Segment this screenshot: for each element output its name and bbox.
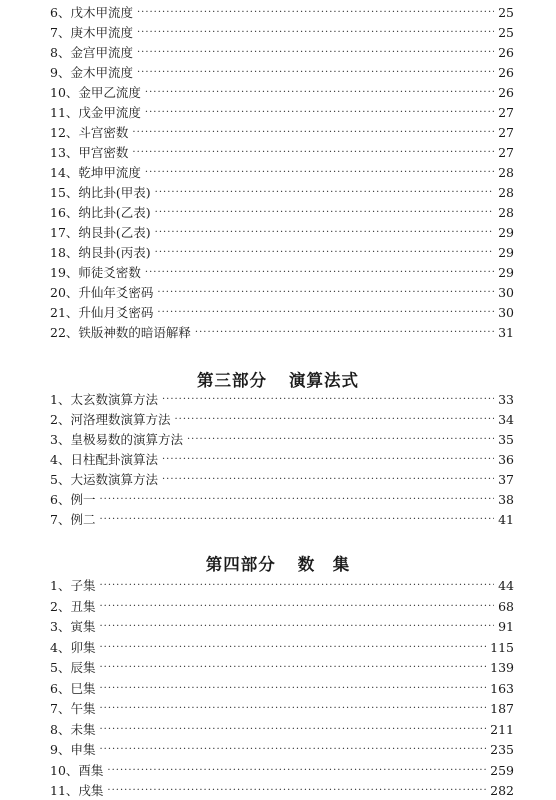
toc-entry[interactable] bbox=[50, 721, 514, 739]
toc-entry-number: 15 bbox=[50, 185, 66, 200]
toc-entry-title: 、酉集 bbox=[65, 762, 104, 778]
toc-entry-page: 29 bbox=[498, 245, 514, 260]
dot-leader bbox=[99, 700, 486, 718]
dot-leader bbox=[132, 124, 494, 142]
dot-leader bbox=[99, 577, 494, 595]
toc-entry-number: 10 bbox=[50, 762, 66, 778]
toc-entry-title: 、申集 bbox=[57, 742, 96, 757]
toc-entry-page: 26 bbox=[498, 45, 514, 60]
section-heading-label: 第四部分 bbox=[205, 555, 276, 574]
dot-leader bbox=[145, 264, 494, 282]
section-heading-title: 数 集 bbox=[297, 555, 351, 574]
toc-entry[interactable] bbox=[50, 64, 514, 82]
toc-entry-number: 4 bbox=[50, 639, 58, 655]
toc-entry-page: 28 bbox=[498, 185, 514, 200]
toc-entry-page: 28 bbox=[498, 205, 514, 220]
toc-entry[interactable] bbox=[50, 144, 514, 162]
toc-entry-number: 3 bbox=[50, 619, 58, 634]
section-heading-part4 bbox=[0, 551, 556, 575]
toc-entry-number: 16 bbox=[50, 205, 66, 220]
dot-leader bbox=[132, 144, 494, 162]
toc-entry-title: 、辰集 bbox=[57, 660, 96, 675]
toc-entry[interactable] bbox=[50, 511, 514, 529]
toc-entry[interactable] bbox=[50, 84, 514, 102]
toc-entry-title: 、铁版神数的暗语解释 bbox=[65, 325, 191, 340]
toc-entry[interactable] bbox=[50, 184, 514, 202]
toc-entry[interactable] bbox=[50, 471, 514, 489]
toc-entry-number: 20 bbox=[50, 285, 66, 300]
toc-entry[interactable] bbox=[50, 577, 514, 595]
toc-entry-page: 235 bbox=[490, 742, 514, 757]
toc-entry-title: 、升仙年爻密码 bbox=[65, 285, 154, 300]
toc-entry-title: 、戊木甲流度 bbox=[57, 5, 133, 20]
toc-entry-page: 37 bbox=[498, 472, 514, 487]
toc-entry-page: 27 bbox=[498, 105, 514, 120]
toc-entry-title: 、甲宫密数 bbox=[65, 145, 129, 160]
toc-entry-page: 68 bbox=[498, 598, 514, 614]
toc-entry[interactable] bbox=[50, 24, 514, 42]
dot-leader bbox=[99, 659, 486, 677]
toc-entry-title: 、大运数演算方法 bbox=[57, 472, 158, 487]
dot-leader bbox=[162, 471, 494, 489]
section-heading-part3 bbox=[0, 367, 556, 391]
dot-leader bbox=[99, 680, 486, 698]
toc-entry-number: 21 bbox=[50, 305, 66, 320]
dot-leader bbox=[155, 184, 494, 202]
toc-entry-page: 139 bbox=[490, 660, 514, 675]
toc-entry-number: 6 bbox=[50, 680, 58, 696]
toc-entry[interactable] bbox=[50, 411, 514, 429]
toc-entry-page: 30 bbox=[498, 285, 514, 300]
toc-entry-title: 、例二 bbox=[57, 512, 96, 527]
toc-entry-title: 、乾坤甲流度 bbox=[65, 165, 141, 180]
toc-entry-number: 7 bbox=[50, 701, 58, 716]
toc-entry-title: 、庚木甲流度 bbox=[57, 25, 133, 40]
toc-entry-title: 、金木甲流度 bbox=[57, 65, 133, 80]
toc-entry-title: 、未集 bbox=[57, 721, 96, 737]
section-heading-label: 第三部分 bbox=[197, 371, 267, 390]
toc-entry[interactable] bbox=[50, 659, 514, 677]
dot-leader bbox=[155, 224, 494, 242]
dot-leader bbox=[137, 24, 494, 42]
dot-leader bbox=[99, 491, 494, 509]
toc-entry-number: 7 bbox=[50, 512, 58, 527]
toc-entry-number: 11 bbox=[50, 783, 66, 798]
section-heading-title: 演算法式 bbox=[289, 371, 359, 390]
dot-leader bbox=[137, 44, 494, 62]
toc-entry-page: 44 bbox=[498, 578, 514, 593]
toc-entry-title: 、戊金甲流度 bbox=[65, 105, 141, 120]
toc-entry-page: 30 bbox=[498, 305, 514, 320]
toc-entry-number: 17 bbox=[50, 225, 66, 240]
toc-entry-page: 26 bbox=[498, 65, 514, 80]
toc-entry-page: 38 bbox=[498, 492, 514, 507]
toc-entry-page: 41 bbox=[498, 512, 514, 527]
toc-entry[interactable] bbox=[50, 304, 514, 322]
toc-entry-number: 10 bbox=[50, 85, 66, 100]
toc-entry-page: 91 bbox=[498, 619, 514, 634]
toc-entry-page: 115 bbox=[490, 639, 514, 655]
toc-entry[interactable] bbox=[50, 391, 514, 409]
toc-entry[interactable] bbox=[50, 244, 514, 262]
toc-entry-number: 6 bbox=[50, 5, 58, 20]
toc-entry-page: 36 bbox=[498, 452, 514, 467]
toc-entry-page: 211 bbox=[490, 721, 514, 737]
toc-entry-title: 、纳比卦(乙表) bbox=[65, 205, 151, 220]
dot-leader bbox=[174, 411, 494, 429]
dot-leader bbox=[187, 431, 494, 449]
toc-entry[interactable] bbox=[50, 741, 514, 759]
dot-leader bbox=[99, 511, 494, 529]
toc-entry-title: 、巳集 bbox=[57, 680, 96, 696]
toc-entry[interactable] bbox=[50, 44, 514, 62]
dot-leader bbox=[157, 284, 494, 302]
toc-entry-number: 2 bbox=[50, 412, 58, 427]
toc-entry-title: 、升仙月爻密码 bbox=[65, 305, 154, 320]
toc-entry-title: 、河洛理数演算方法 bbox=[57, 412, 171, 427]
dot-leader bbox=[137, 4, 494, 22]
toc-entry-number: 13 bbox=[50, 145, 66, 160]
toc-entry-number: 1 bbox=[50, 578, 58, 593]
toc-entry-page: 25 bbox=[498, 25, 514, 40]
toc-entry-number: 8 bbox=[50, 721, 58, 737]
toc-entry-title: 、纳艮卦(丙表) bbox=[65, 245, 151, 260]
toc-entry-page: 28 bbox=[498, 165, 514, 180]
toc-entry[interactable] bbox=[50, 431, 514, 449]
toc-entry-title: 、日柱配卦演算法 bbox=[57, 452, 158, 467]
toc-entry-number: 18 bbox=[50, 245, 66, 260]
toc-entry-title: 、太玄数演算方法 bbox=[57, 392, 158, 407]
dot-leader bbox=[99, 721, 486, 739]
toc-entry-page: 33 bbox=[498, 392, 514, 407]
dot-leader bbox=[145, 84, 494, 102]
dot-leader bbox=[157, 304, 494, 322]
toc-entry-title: 、金甲乙流度 bbox=[65, 85, 141, 100]
toc-entry-title: 、例一 bbox=[57, 492, 96, 507]
toc-entry[interactable] bbox=[50, 164, 514, 182]
dot-leader bbox=[155, 204, 494, 222]
toc-entry[interactable] bbox=[50, 782, 514, 800]
toc-entry[interactable] bbox=[50, 491, 514, 509]
dot-leader bbox=[145, 104, 494, 122]
toc-entry-number: 5 bbox=[50, 660, 58, 675]
toc-entry-number: 14 bbox=[50, 165, 66, 180]
toc-entry-page: 27 bbox=[498, 125, 514, 140]
toc-entry-number: 19 bbox=[50, 265, 66, 280]
toc-entry-page: 282 bbox=[490, 783, 514, 798]
toc-entry[interactable] bbox=[50, 264, 514, 282]
toc-entry-page: 31 bbox=[498, 325, 514, 340]
toc-entry-number: 22 bbox=[50, 325, 66, 340]
toc-entry[interactable] bbox=[50, 124, 514, 142]
toc-entry[interactable] bbox=[50, 324, 514, 342]
toc-entry-page: 259 bbox=[490, 762, 514, 778]
toc-entry-number: 2 bbox=[50, 598, 58, 614]
toc-entry-title: 、金宫甲流度 bbox=[57, 45, 133, 60]
dot-leader bbox=[99, 618, 494, 636]
toc-entry[interactable] bbox=[50, 700, 514, 718]
toc-entry-title: 、斗宫密数 bbox=[65, 125, 129, 140]
toc-entry-number: 4 bbox=[50, 452, 58, 467]
toc-entry-number: 9 bbox=[50, 65, 58, 80]
toc-entry-number: 11 bbox=[50, 105, 66, 120]
toc-entry-title: 、师徒爻密数 bbox=[65, 265, 141, 280]
toc-entry-number: 5 bbox=[50, 472, 58, 487]
toc-entry[interactable] bbox=[50, 618, 514, 636]
toc-entry-title: 、丑集 bbox=[57, 598, 96, 614]
toc-entry[interactable] bbox=[50, 284, 514, 302]
toc-entry-title: 、寅集 bbox=[57, 619, 96, 634]
toc-entry[interactable] bbox=[50, 4, 514, 22]
toc-entry[interactable] bbox=[50, 104, 514, 122]
toc-entry-page: 25 bbox=[498, 5, 514, 20]
toc-entry-page: 187 bbox=[490, 701, 514, 716]
toc-entry[interactable] bbox=[50, 639, 514, 657]
toc-entry-number: 8 bbox=[50, 45, 58, 60]
toc-entry-title: 、纳艮卦(乙表) bbox=[65, 225, 151, 240]
dot-leader bbox=[99, 741, 486, 759]
toc-entry-title: 、午集 bbox=[57, 701, 96, 716]
toc-entry-page: 26 bbox=[498, 85, 514, 100]
toc-entry-title: 、皇极易数的演算方法 bbox=[57, 432, 183, 447]
dot-leader bbox=[162, 451, 494, 469]
toc-entry-title: 、卯集 bbox=[57, 639, 96, 655]
toc-entry-title: 、子集 bbox=[57, 578, 96, 593]
toc-entry[interactable] bbox=[50, 680, 514, 698]
dot-leader bbox=[145, 164, 494, 182]
dot-leader bbox=[195, 324, 494, 342]
dot-leader bbox=[137, 64, 494, 82]
toc-entry-page: 34 bbox=[498, 412, 514, 427]
dot-leader bbox=[155, 244, 494, 262]
toc-entry[interactable] bbox=[50, 224, 514, 242]
toc-entry-page: 29 bbox=[498, 225, 514, 240]
dot-leader bbox=[107, 782, 486, 800]
toc-entry[interactable] bbox=[50, 598, 514, 616]
toc-entry-number: 6 bbox=[50, 492, 58, 507]
toc-entry[interactable] bbox=[50, 204, 514, 222]
toc-entry-number: 9 bbox=[50, 742, 58, 757]
toc-entry-number: 1 bbox=[50, 392, 58, 407]
toc-entry-number: 12 bbox=[50, 125, 66, 140]
dot-leader bbox=[99, 598, 494, 616]
toc-entry-title: 、戌集 bbox=[65, 783, 104, 798]
toc-entry-number: 3 bbox=[50, 432, 58, 447]
toc-entry-number: 7 bbox=[50, 25, 58, 40]
toc-entry[interactable] bbox=[50, 762, 514, 780]
toc-entry-page: 35 bbox=[498, 432, 514, 447]
dot-leader bbox=[162, 391, 494, 409]
toc-entry-page: 163 bbox=[490, 680, 514, 696]
toc-entry-page: 29 bbox=[498, 265, 514, 280]
toc-entry-title: 、纳比卦(甲表) bbox=[65, 185, 151, 200]
dot-leader bbox=[107, 762, 486, 780]
toc-entry-page: 27 bbox=[498, 145, 514, 160]
dot-leader bbox=[99, 639, 486, 657]
toc-entry[interactable] bbox=[50, 451, 514, 469]
